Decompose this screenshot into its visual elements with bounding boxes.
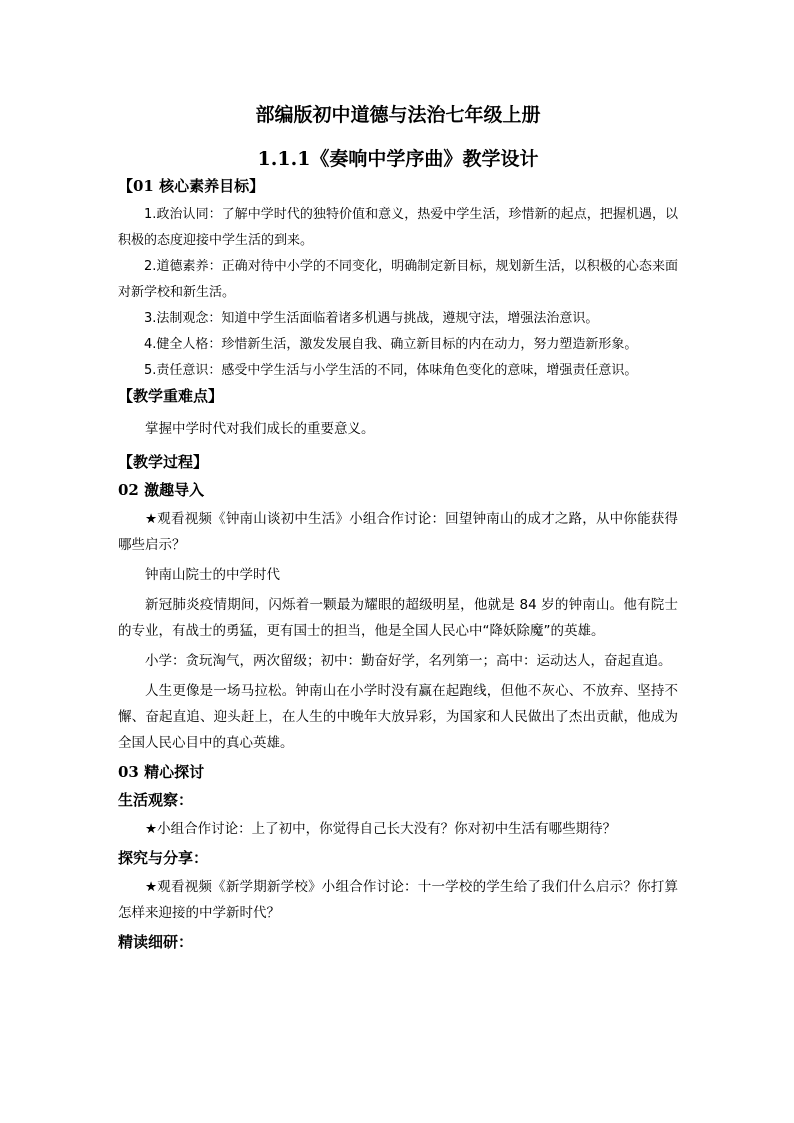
- section-key-points: 【教学重难点】: [118, 387, 224, 405]
- share-task: ★观看视频《新学期新学校》小组合作讨论：十一学校的学生给了我们什么启示？你打算怎样来迎接的中学新时代？: [118, 879, 678, 921]
- share-heading: 探究与分享：: [118, 849, 209, 867]
- key-point-text: 掌握中学时代对我们成长的重要意义。: [145, 421, 375, 437]
- observe-heading: 生活观察：: [118, 791, 194, 809]
- observe-task: ★小组合作讨论：上了初中，你觉得自己长大没有？你对初中生活有哪些期待？: [145, 821, 617, 837]
- goal-item: 3.法制观念：知道中学生活面临着诸多机遇与挑战，遵规守法，增强法治意识。: [144, 311, 599, 326]
- goal-item: 2.道德素养：正确对待中小学的不同变化，明确制定新目标，规划新生活，以积极的心态来面对新学校和新生活。: [118, 259, 678, 300]
- goal-item: 5.责任意识：感受中学生活与小学生活的不同，体味角色变化的意味，增强责任意识。: [144, 363, 638, 378]
- read-heading: 精读细研：: [118, 933, 194, 951]
- story-paragraph: 新冠肺炎疫情期间，闪烁着一颗最为耀眼的超级明星，他就是 84 岁的钟南山。他有院士的专业，有战士的勇猛，更有国士的担当，他是全国人民心中“降妖除魔”的英雄。: [118, 597, 678, 639]
- document-title: 部编版初中道德与法治七年级上册: [255, 104, 541, 126]
- intro-task: ★观看视频《钟南山谈初中生活》小组合作讨论：回望钟南山的成才之路，从中你能获得哪些启示？: [118, 511, 678, 553]
- section-explore: 03 精心探讨: [118, 763, 205, 781]
- document-page: [118, 100, 678, 954]
- section-teaching-process: 【教学过程】: [118, 453, 209, 471]
- story-paragraph: 小学：贪玩淘气，两次留级；初中：勤奋好学，名列第一；高中：运动达人，奋起直追。: [145, 653, 672, 669]
- section-core-goals: 【01 核心素养目标】: [118, 177, 265, 195]
- document-subtitle: 1.1.1《奏响中学序曲》教学设计: [257, 148, 539, 170]
- goal-item: 1.政治认同：了解中学时代的独特价值和意义，热爱中学生活，珍惜新的起点，把握机遇，以积极的态度迎接中学生活的到来。: [118, 207, 678, 248]
- section-intro: 02 激趣导入: [118, 481, 205, 499]
- story-title: 钟南山院士的中学时代: [145, 567, 280, 583]
- story-paragraph: 人生更像是一场马拉松。钟南山在小学时没有赢在起跑线，但他不灰心、不放弃、坚持不懈、奋起直追、迎头赶上，在人生的中晚年大放异彩，为国家和人民做出了杰出贡献，他成为全国人民心目中的真心英雄。: [118, 683, 678, 751]
- goal-item: 4.健全人格：珍惜新生活，激发发展自我、确立新目标的内在动力，努力塑造新形象。: [144, 337, 638, 352]
